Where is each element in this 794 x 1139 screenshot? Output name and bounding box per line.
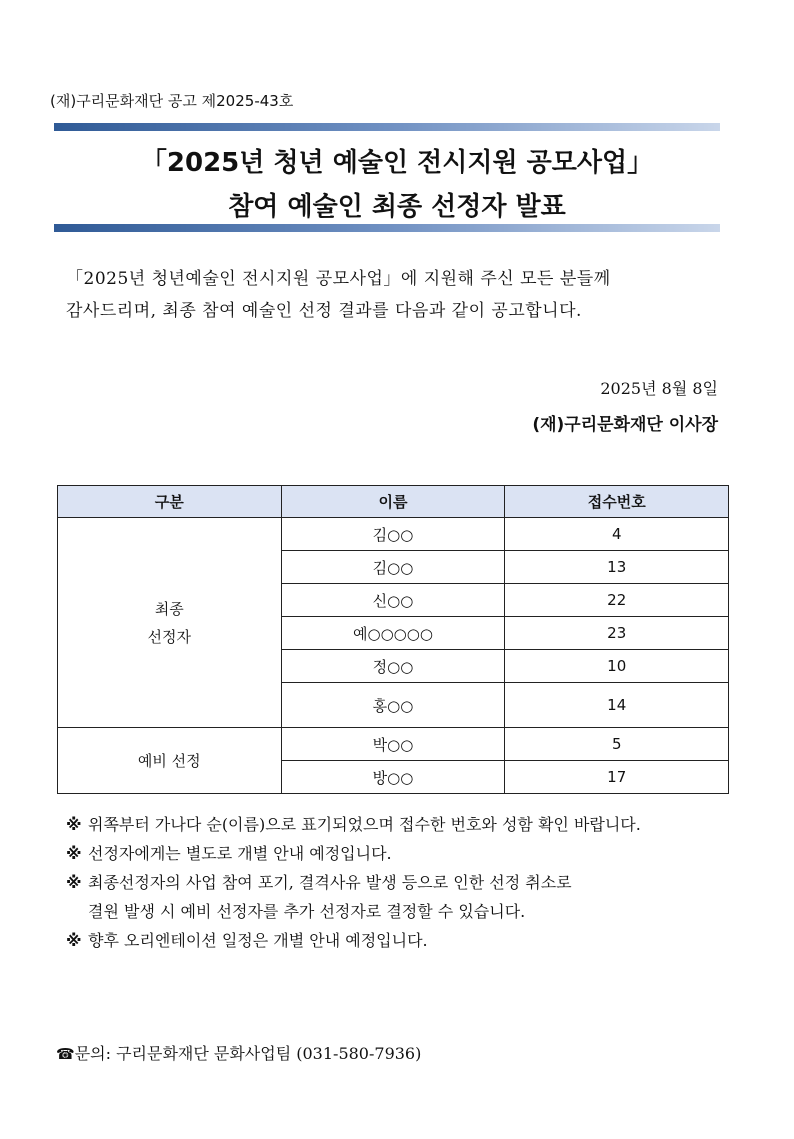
header-name: 이름 — [281, 486, 505, 518]
final-group-label — [58, 518, 282, 728]
number-cell: 17 — [505, 761, 729, 794]
selection-result-table — [57, 485, 729, 794]
number-cell: 14 — [505, 683, 729, 728]
name-cell: 김○○ — [281, 518, 505, 551]
notes-list — [66, 810, 641, 955]
reference-mark-icon: ※ — [66, 873, 82, 892]
title-top-rule — [54, 123, 720, 131]
number-cell: 13 — [505, 551, 729, 584]
number-cell: 23 — [505, 617, 729, 650]
announcement-date: 2025년 8월 8일 — [600, 379, 718, 398]
signer: (재)구리문화재단 이사장 — [532, 415, 718, 435]
name-cell: 예○○○○○ — [281, 617, 505, 650]
number-cell: 10 — [505, 650, 729, 683]
note-text: 최종선정자의 사업 참여 포기, 결격사유 발생 등으로 인한 선정 취소로 — [88, 873, 572, 892]
reference-mark-icon: ※ — [66, 844, 82, 863]
title-bottom-rule — [54, 224, 720, 232]
note-item — [66, 868, 641, 897]
contact-text: 문의: 구리문화재단 문화사업팀 (031-580-7936) — [74, 1044, 422, 1063]
header-category: 구분 — [58, 486, 282, 518]
name-cell: 신○○ — [281, 584, 505, 617]
number-cell: 5 — [505, 728, 729, 761]
title-line-2: 참여 예술인 최종 선정자 발표 — [228, 192, 566, 222]
table-row — [58, 518, 729, 551]
intro-line-2: 감사드리며, 최종 참여 예술인 선정 결과를 다음과 같이 공고합니다. — [66, 301, 582, 321]
notice-number: (재)구리문화재단 공고 제2025-43호 — [50, 92, 294, 110]
final-group-label-line-2: 선정자 — [147, 627, 191, 646]
note-item — [66, 810, 641, 839]
note-item — [66, 926, 641, 955]
telephone-icon: ☎ — [56, 1045, 75, 1063]
note-item-continuation: 결원 발생 시 예비 선정자를 추가 선정자로 결정할 수 있습니다. — [88, 902, 526, 921]
reference-mark-icon: ※ — [66, 931, 82, 950]
title-line-1: 「2025년 청년 예술인 전시지원 공모사업」 — [140, 148, 654, 178]
header-receipt-number: 접수번호 — [505, 486, 729, 518]
contact-info — [56, 1041, 421, 1064]
table-header-row — [58, 486, 729, 518]
table-row — [58, 728, 729, 761]
note-text: 위쪽부터 가나다 순(이름)으로 표기되었으며 접수한 번호와 성함 확인 바랍니다. — [88, 815, 641, 834]
name-cell: 김○○ — [281, 551, 505, 584]
name-cell: 박○○ — [281, 728, 505, 761]
name-cell: 방○○ — [281, 761, 505, 794]
number-cell: 4 — [505, 518, 729, 551]
reference-mark-icon: ※ — [66, 815, 82, 834]
reserve-group-label: 예비 선정 — [58, 728, 282, 794]
final-group-label-line-1: 최종 — [154, 599, 184, 618]
note-text: 향후 오리엔테이션 일정은 개별 안내 예정입니다. — [88, 931, 428, 950]
number-cell: 22 — [505, 584, 729, 617]
note-item — [66, 839, 641, 868]
name-cell: 홍○○ — [281, 683, 505, 728]
intro-line-1: 「2025년 청년예술인 전시지원 공모사업」에 지원해 주신 모든 분들께 — [66, 269, 611, 289]
note-text: 선정자에게는 별도로 개별 안내 예정입니다. — [88, 844, 392, 863]
name-cell: 정○○ — [281, 650, 505, 683]
